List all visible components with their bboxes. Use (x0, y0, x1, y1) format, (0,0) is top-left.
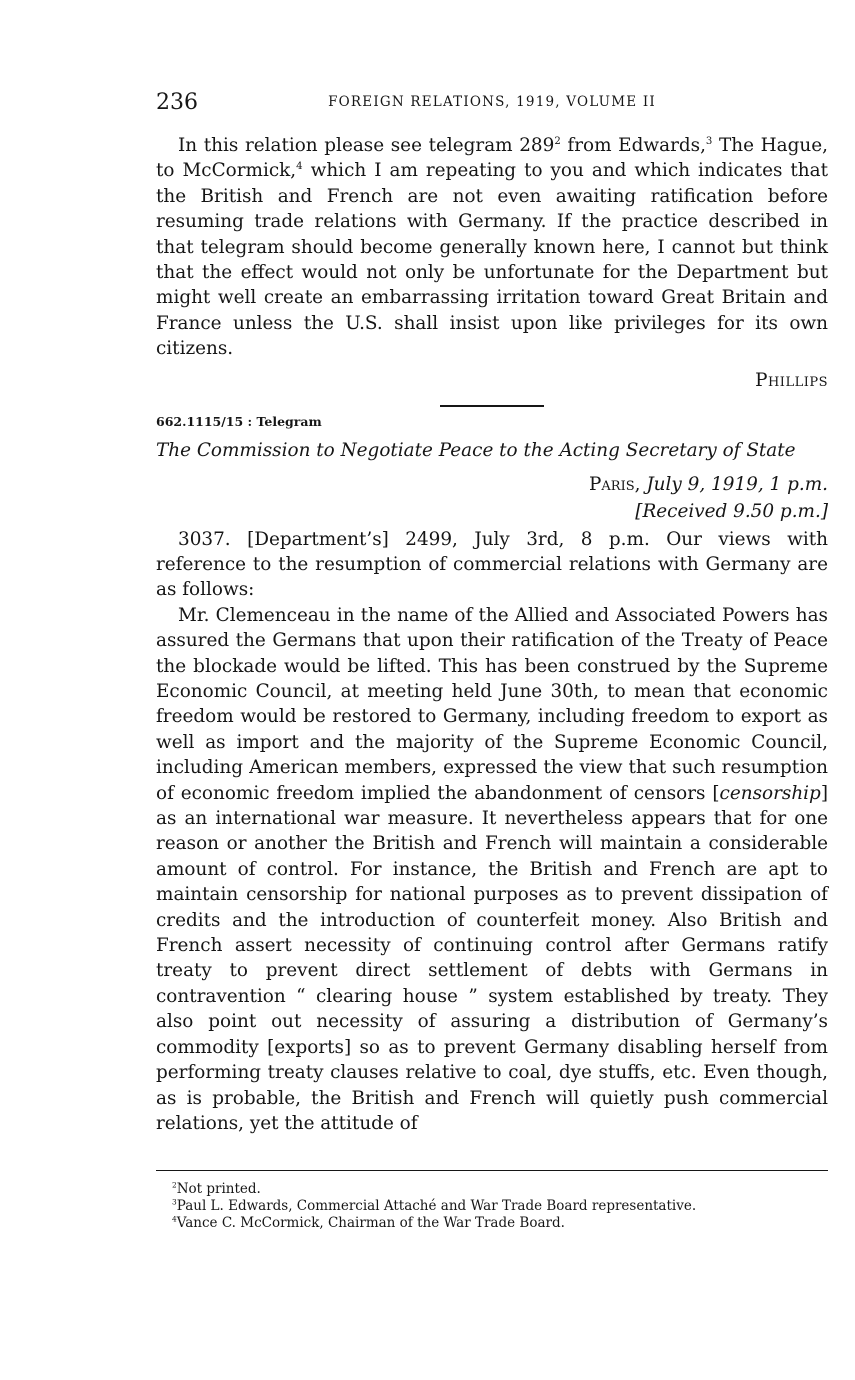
footnote-ref: 4 (296, 161, 303, 173)
footnote (156, 1198, 828, 1215)
footnote-mark: 2 (172, 1180, 177, 1190)
text-segment: which I am repeating to you and which indicates that the British and French are not even awaiting ratification before resuming trade relations with Germany. If the practice described in that telegram should become generally known here, I cannot but think that the effect would not only be unfortunate for the Department but might well create an embarrassing irritation toward Great Britain and France unless the U.S. shall insist upon like privileges for its own citizens. (156, 160, 829, 360)
dateline-date: July 9, 1919, 1 p.m. (640, 473, 828, 495)
document-title: The Commission to Negotiate Peace to the Acting Secretary of State (156, 439, 796, 461)
text-segment: Mr. Clemenceau in the name of the Allied and Associated Powers has assured the Germans that upon their ratification of the Treaty of Peace the blockade would be lifted. This has been construed by the Supreme Economic Council, at meeting held June 30th, to mean that economic freedom would be restored to Germany, including freedom to export as well as import and the majority of the Supreme Economic Council, including American members, expressed the view that such resumption of economic freedom implied the abandonment of censors [ (156, 604, 828, 804)
text-emphasis: censorship (719, 782, 821, 804)
footnote-mark: 3 (172, 1197, 177, 1207)
footnote-mark: 4 (172, 1214, 177, 1224)
text-segment: In this relation please see telegram 289 (178, 135, 555, 156)
footnote-ref: 2 (554, 135, 561, 147)
page-header (156, 90, 828, 120)
footnote (156, 1215, 828, 1232)
footnotes (156, 1170, 828, 1232)
dateline (156, 471, 828, 499)
footnote-text: Vance C. McCormick, Chairman of the War Trade Board. (176, 1215, 565, 1231)
telegram-paragraph: 3037. [Department’s] 2499, July 3rd, 8 p.m. Our views with reference to the resumption of commercial relations with Germany are as follows: (156, 528, 828, 601)
page-number: 236 (156, 90, 198, 115)
file-reference: 662.1115/15 : Telegram (156, 413, 322, 429)
section-divider (440, 405, 544, 407)
dateline-place: Paris, (589, 473, 641, 495)
footnote-ref: 3 (705, 135, 713, 147)
received-note (156, 499, 828, 525)
running-title: FOREIGN RELATIONS, 1919, VOLUME II (328, 94, 656, 110)
letter-paragraph (156, 133, 828, 362)
received-text: [Received 9.50 p.m.] (635, 500, 828, 522)
signature: Phillips (755, 369, 828, 391)
footnote-text: Not printed. (176, 1181, 261, 1197)
page-body (156, 133, 828, 1136)
text-segment: ] as an international war measure. It nevertheless appears that for one reason or another the British and French will maintain a considerable amount of control. For instance, the British and French are apt to maintain censorship for national purposes as to prevent dissipation of credits and the introduction of counterfeit money. Also British and French assert necessity of continuing control after Germans ratify treaty to prevent direct settlement of debts with Germans in contravention “ clearing house ” system established by treaty. They also point out necessity of assuring a distribution of Germany’s commodity [exports] so as to prevent Germany disabling herself from performing treaty clauses relative to coal, dye stuffs, etc. Even though, as is probable, the British and French will quietly push commercial relations, yet the attitude of (156, 782, 828, 1134)
telegram-paragraph (156, 603, 828, 1137)
text-segment: from Edwards, (560, 135, 706, 156)
text-segment: The Hague, to McCormick, (156, 135, 828, 182)
footnote-text: Paul L. Edwards, Commercial Attaché and War Trade Board representative. (176, 1198, 697, 1214)
footnote (156, 1181, 828, 1198)
